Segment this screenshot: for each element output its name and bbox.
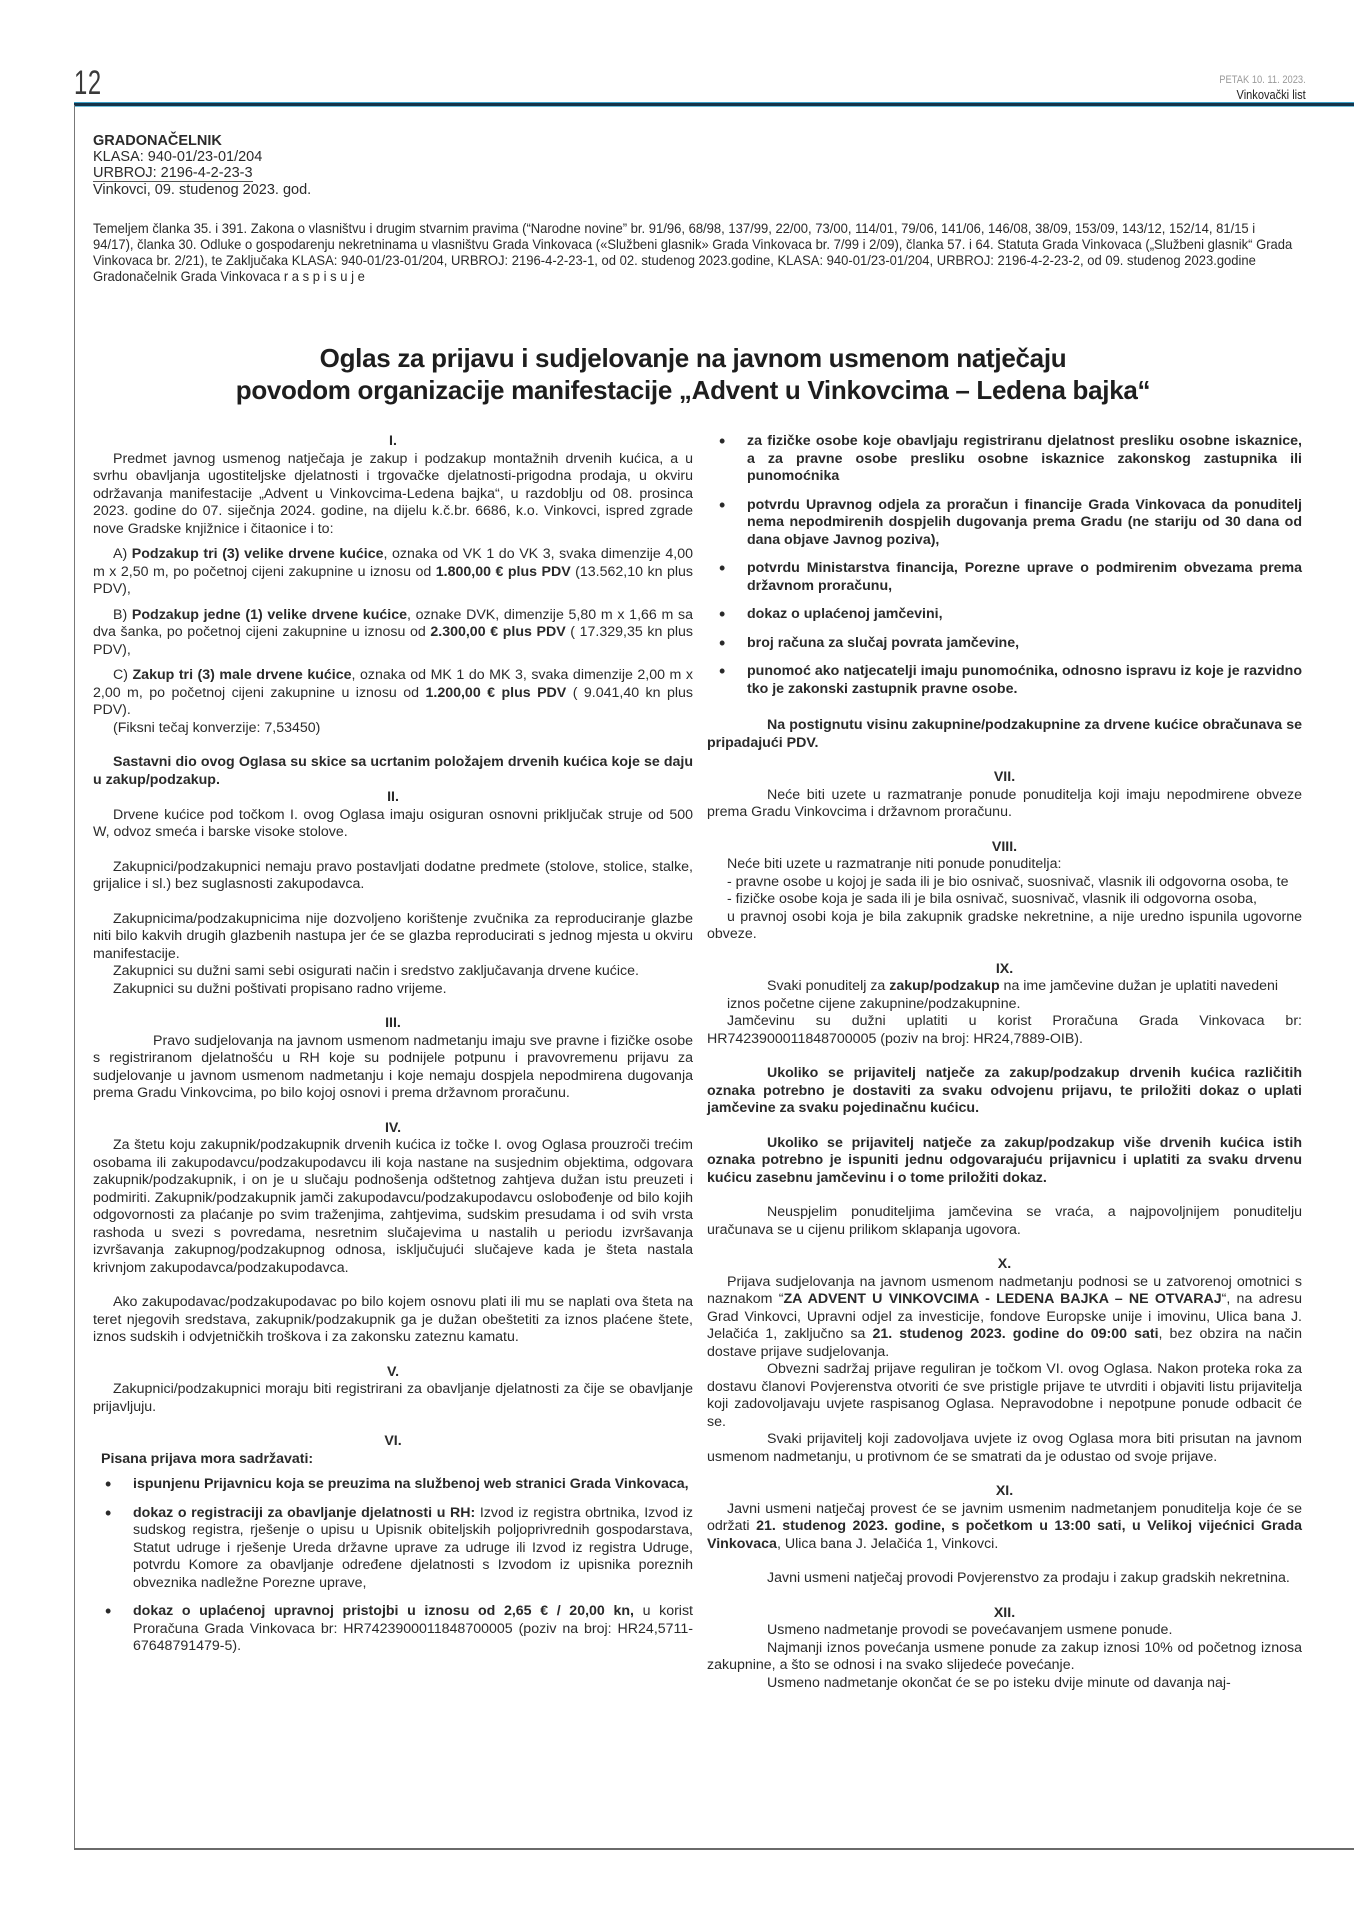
paragraph: - pravne osobe u kojoj je sada ili je bio osnivač, suosnivač, vlasnik ili odgovorna osoba, te — [727, 873, 1289, 890]
urbroj: URBROJ: 2196-4-2-23-3 — [93, 165, 253, 181]
list-item: • dokaz o registraciji za obavljanje djelatnosti u RH: Izvod iz registra obrtnika, Izvod iz sudskog registra, rješenje o upisu u Upisnik obiteljskih poljoprivrednih gospodarstava, Statut udruge i rješenje Ureda državne uprave za udruge ili Izvod iz registra Udruge, potvrdu Komore za obavljanje određene djelatnosti s Izvodom iz upisnika poreznih obveznika nadležne Porezne uprave, — [93, 1505, 693, 1593]
list-item: • punomoć ako natjecatelji imaju punomoćnika, odnosno ispravu iz koje je razvidno tko je zakonski zastupnik pravne osobe. — [707, 663, 1302, 698]
paragraph: Zakupnici/podzakupnici moraju biti registrirani za obavljanje djelatnosti za čije se obavljanje prijavljuju. — [93, 1381, 693, 1415]
paragraph: Svaki prijavitelj koji zadovoljava uvjete iz ovog Oglasa mora biti prisutan na javnom usmenom nadmetanju, u protivnom će se smatrati da je odustao od svoje prijave. — [707, 1431, 1302, 1465]
paragraph: u pravnoj osobi koja je bila zakupnik gradske nekretnine, a nije uredno ispunila ugovorne obveze. — [707, 908, 1302, 942]
masthead — [1204, 74, 1306, 102]
list-lead: Pisana prijava mora sadržavati: — [101, 1450, 314, 1467]
pdv-note: Na postignutu visinu zakupnine/podzakupnine za drvene kućice obračunava se pripadajući PDV. — [707, 717, 1302, 751]
requirements-list-right — [707, 433, 1302, 698]
place-date: Vinkovci, 09. studenog 2023. god. — [93, 182, 312, 198]
section-heading: I. — [389, 433, 397, 449]
preamble: Temeljem članka 35. i 391. Zakona o vlasništvu i drugim stvarnim pravima (“Narodne novine” br. 91/96, 68/98, 137/99, 22/00, 73/00, 114/01, 79/06, 141/06, 146/08, 38/09, 153/09, 143/12, 152/14, 81/15 i 94/17), članka 30. Odluke o gospodarenju nekretninama u vlasništvu Grada Vinkovaca («Službeni glasnik» Grada Vinkovaca br. 7/99 i 2/09), članka 57. i 64. Statuta Grada Vinkovaca („Službeni glasnik“ Grada Vinkovaca br. 2/21), te Zaključaka KLASA: 940-01/23-01/204, URBROJ: 2196-4-2-23-1, od 02. studenog 2023.godine, KLASA: 940-01/23-01/204, URBROJ: 2196-4-2-23-2, od 09. studenog 2023.godine Gradonačelnik Grada Vinkovaca r a s p i s u j e — [93, 220, 1293, 284]
klasa: KLASA: 940-01/23-01/204 — [93, 149, 263, 165]
paragraph: Ako zakupodavac/podzakupodavac po bilo kojem osnovu plati ili mu se naplati ova šteta na teret njegovih sredstava, zakupnik/podzakupnik ga je dužan obeštetiti za iznos plaćene štete, iznos sudskih i odvjetničkih troškova i za zakonsku zateznu kamatu. — [93, 1294, 693, 1345]
paragraph: Zakupnici su dužni sami sebi osigurati način i sredstvo zaključavanja drvene kućice. — [113, 963, 639, 979]
paragraph: Zakupnici/podzakupnici nemaju pravo postavljati dodatne predmete (stolove, stolice, stalke, grijalice i sl.) bez suglasnosti zakupodavca. — [93, 858, 693, 892]
paragraph: Ukoliko se prijavitelj natječe za zakup/podzakup drvenih kućica različitih oznaka potrebno je dostaviti za svaku odvojenu prijavu, te priložiti dokaz o uplati jamčevine za svaku pojedinačnu kućicu. — [707, 1065, 1302, 1116]
column-right — [707, 433, 1302, 1692]
section-heading: VII. — [993, 769, 1016, 785]
price: 1.800,00 € plus PDV — [435, 563, 571, 580]
page-number: 12 — [74, 64, 102, 102]
authority: GRADONAČELNIK — [93, 133, 222, 149]
section-heading: IX. — [995, 960, 1014, 977]
paragraph: Javni usmeni natječaj provodi Povjerenstvo za prodaju i zakup gradskih nekretnina. — [767, 1570, 1290, 1586]
requirements-list-left — [93, 1476, 693, 1656]
paragraph: Neće biti uzete u razmatranje niti ponude ponuditelja: — [727, 856, 1062, 872]
paragraph: Predmet javnog usmenog natječaja je zakup i podzakup montažnih drvenih kućica, a u svrhu obavljanja ugostiteljske djelatnosti i trgovačke djelatnosti-prigodna prodaja, u okviru održavanja manifestacije „Advent u Vinkovcima-Ledena bajka“, u razdoblju od 08. prosinca 2023. godine do 07. siječnja 2024. godine, na dijelu k.č.br. 6686, k.o. Vinkovci, ispred zgrade nove Gradske knjižnice i čitaonice i to: — [93, 450, 693, 537]
list-item: • ispunjenu Prijavnicu koja se preuzima na službenoj web stranici Grada Vinkovaca, — [93, 1476, 693, 1494]
list-item: • potvrdu Ministarstva financija, Porezne uprave o podmirenim obvezama prema državnom proračunu, — [707, 560, 1302, 595]
paragraph: Javni usmeni natječaj provest će se javnim usmenim nadmetanjem ponuditelja koje će se održati 21. studenog 2023. godine, s početkom u 13:00 sati, u Velikoj vijećnici Grada Vinkovaca, Ulica bana J. Jelačića 1, Vinkovci. — [707, 1500, 1302, 1552]
section-heading: VIII. — [991, 838, 1018, 855]
paragraph: Za štetu koju zakupnik/podzakupnik drvenih kućica iz točke I. ovog Oglasa prouzroči trećim osobama ili zakupodavcu/podzakupodavcu ili koja nastane na susjednim objektima, odgovara zakupnik/podzakupnik, i on je u slučaju podnošenja odštetnog zahtjeva dužan istu preuzeti i podmiriti. Zakupnik/podzakupnik jamči zakupodavcu/podzakupodavcu oslobođenje od bilo kojih odgovornosti za plaćanje po svim traženjima, zahtjevima, sudskim presudama i od svih vrsta rashoda u svezi s povredama, nesretnim slučajevima u nastalih u periodu izvršavanja izvršavanja zakupnog/podzakupnog odnosa, isključujući slučajeve kada je šteta nastala krivnjom zakupodavca/podzakupodavca. — [93, 1137, 693, 1276]
paragraph: Prijava sudjelovanja na javnom usmenom nadmetanju podnosi se u zatvorenoj omotnici s naznakom “ZA ADVENT U VINKOVCIMA - LEDENA BAJKA – NE OTVARAJ“, na adresu Grad Vinkovci, Upravni odjel za investicije, fondove Europske unije i imovinu, Ulica bana J. Jelačića 1, zaključno sa 21. studenog 2023. godine do 09:00 sati, bez obzira na način dostave prijave sudjelovanja. — [707, 1273, 1302, 1360]
list-item: • za fizičke osobe koje obavljaju registriranu djelatnost presliku osobne iskaznice, a za pravne osobe presliku osobne iskaznice zakonskog zastupnika ili punomoćnika — [707, 433, 1302, 486]
section-heading: XII. — [993, 1604, 1016, 1621]
paragraph: Pravo sudjelovanja na javnom usmenom nadmetanju imaju sve pravne i fizičke osobe s registriranom djelatnošću u RH koje su podnijele potpunu i pravovremenu prijavu za sudjelovanje u javnom usmenom nadmetanju i koje nemaju dospjela nepodmirena dugovanja prema Gradu Vinkovcima, po bilo kojoj osnovi i prema državnom proračunu. — [93, 1032, 693, 1101]
top-rule — [74, 102, 1354, 107]
lease-item-a: A) Podzakup tri (3) velike drvene kućice, oznaka od VK 1 do VK 3, svaka dimenzije 4,00 m x 2,50 m, po početnoj cijeni zakupnine u iznosu od 1.800,00 € plus PDV (13.562,10 kn plus PDV), — [93, 546, 693, 597]
frame-left-rule — [74, 105, 75, 1850]
section-heading: V. — [386, 1363, 400, 1380]
list-item: • dokaz o uplaćenoj upravnoj pristojbi u iznosu od 2,65 € / 20,00 kn, u korist Proračuna Grada Vinkovaca br: HR7423900011848700005 (poziv na broj: HR24,5711-67648791479-5). — [93, 1603, 693, 1656]
list-item: • broj računa za slučaj povrata jamčevine, — [707, 635, 1302, 653]
paragraph: Neuspjelim ponuditeljima jamčevina se vraća, a najpovoljnijem ponuditelju uračunava se u cijenu prilikom sklapanja ugovora. — [707, 1204, 1302, 1238]
section-heading: III. — [385, 1015, 401, 1031]
lease-item-c: C) Zakup tri (3) male drvene kućice, oznaka od MK 1 do MK 3, svaka dimenzije 2,00 m x 2,00 m, po početnoj cijeni zakupnine u iznosu od 1.200,00 € plus PDV ( 9.041,40 kn plus PDV). — [93, 667, 693, 718]
lease-item-b: B) Podzakup jedne (1) velike drvene kućice, oznake DVK, dimenzije 5,80 m x 1,66 m sa dva šanka, po početnoj cijeni zakupnine u iznosu od 2.300,00 € plus PDV ( 17.329,35 kn plus PDV), — [93, 606, 694, 658]
paragraph: Svaki ponuditelj za zakup/podzakup na ime jamčevine dužan je uplatiti navedeni — [767, 978, 1279, 994]
paragraph: Zakupnici su dužni poštivati propisano radno vrijeme. — [113, 980, 447, 997]
paragraph: Usmeno nadmetanje provodi se povećavanjem usmene ponude. — [767, 1622, 1173, 1638]
list-item: • potvrdu Upravnog odjela za proračun i financije Grada Vinkovaca da ponuditelj nema nepodmirenih dospjelih dugovanja prema Gradu (ne stariju od 30 dana od dana objave Javnog poziva), — [707, 497, 1302, 550]
title-line-2: povodom organizacije manifestacije „Advent u Vinkovcima – Ledena bajka“ — [235, 375, 1151, 405]
list-item: • dokaz o uplaćenoj jamčevini, — [707, 606, 1302, 624]
paragraph: iznos početne cijene zakupnine/podzakupnine. — [727, 995, 1021, 1012]
paragraph: - fizičke osobe koja je sada ili je bila osnivač, suosnivač, vlasnik ili odgovorna osoba, — [727, 891, 1257, 907]
paragraph: Drvene kućice pod točkom I. ovog Oglasa imaju osiguran osnovni priključak struje od 500 W, odvoz smeća i barske visoke stolove. — [93, 806, 693, 840]
page-title — [93, 342, 1293, 406]
section-heading: X. — [997, 1256, 1012, 1272]
paragraph: Ukoliko se prijavitelj natječe za zakup/podzakup više drvenih kućica istih oznaka potrebno je ispuniti jednu odgovarajuću prijavnicu i uplatiti za svaku drvenu kućicu zasebnu jamčevinu i o tome priložiti dokaz. — [707, 1134, 1302, 1186]
price: 1.200,00 € plus PDV — [425, 684, 567, 701]
price: 2.300,00 € plus PDV — [430, 624, 566, 640]
conversion-rate: (Fiksni tečaj konverzije: 7,53450) — [113, 719, 321, 736]
document-header — [93, 133, 311, 198]
section-heading: XI. — [995, 1483, 1014, 1499]
title-line-1: Oglas za prijavu i sudjelovanje na javnom usmenom natječaju — [319, 343, 1067, 373]
bottom-rule — [74, 1848, 1354, 1850]
paragraph: Jamčevinu su dužni uplatiti u korist Proračuna Grada Vinkovaca br: HR7423900011848700005 (poziv na broj: HR24,7889-OIB). — [707, 1013, 1302, 1047]
issue-date: PETAK 10. 11. 2023. — [1219, 74, 1306, 86]
section-heading: II. — [387, 789, 399, 805]
column-left — [93, 433, 693, 1667]
paragraph: Obvezni sadržaj prijave reguliran je točkom VI. ovog Oglasa. Nakon proteka roka za dostavu članovi Povjerenstva otvoriti će sve pristigle prijave te utvrditi i objaviti listu prijavitelja koji zadovoljavaju uvjete raspisanog Oglasa. Nepravodobne i nepotpune ponude odbacit će se. — [707, 1361, 1302, 1430]
sketch-note: Sastavni dio ovog Oglasa su skice sa ucrtanim položajem drvenih kućica koje se daju u zakup/podzakup. — [93, 754, 693, 788]
paragraph: Usmeno nadmetanje okončat će se po isteku dvije minute od davanja naj- — [767, 1674, 1231, 1691]
publication-name: Vinkovački list — [1236, 87, 1306, 102]
paragraph: Zakupnicima/podzakupnicima nije dozvoljeno korištenje zvučnika za reproduciranje glazbe niti bilo kakvih drugih glazbenih nastupa jer će se glazba reproducirati s jednog mjesta u okviru manifestacije. — [93, 910, 693, 962]
paragraph: Najmanji iznos povećanja usmene ponude za zakup iznosi 10% od početnog iznosa zakupnine, a što se odnosi i na svako slijedeće povećanje. — [707, 1639, 1302, 1673]
section-heading: IV. — [384, 1119, 402, 1136]
section-heading: VI. — [384, 1433, 402, 1449]
paragraph: Neće biti uzete u razmatranje ponude ponuditelja koji imaju nepodmirene obveze prema Gradu Vinkovcima i državnom proračunu. — [707, 786, 1302, 820]
